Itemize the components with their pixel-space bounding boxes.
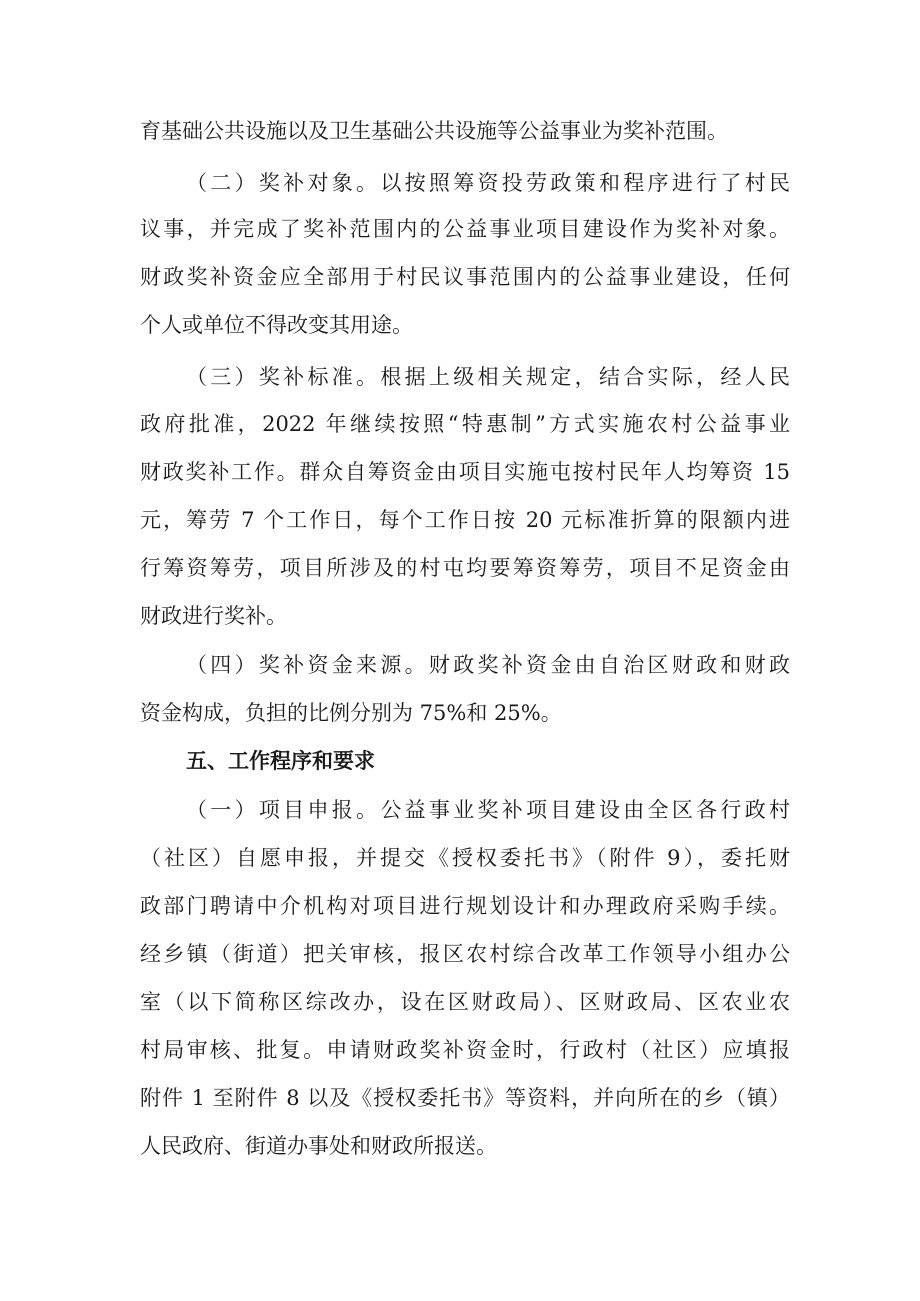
paragraph-line: 元，筹劳 7 个工作日，每个工作日按 20 元标准折算的限额内进: [140, 508, 790, 532]
paragraph-line: （一）项目申报。公益事业奖补项目建设由全区各行政村: [186, 798, 790, 822]
paragraph-line: （三）奖补标准。根据上级相关规定，结合实际，经人民: [186, 365, 790, 389]
paragraph-line: 附件 1 至附件 8 以及《授权委托书》等资料，并向所在的乡（镇）: [140, 1086, 790, 1110]
section-heading: 五、工作程序和要求: [186, 749, 375, 773]
paragraph-line: 财政进行奖补。: [140, 604, 287, 628]
paragraph-line: 资金构成，负担的比例分别为 75%和 25%。: [140, 701, 562, 725]
paragraph-line: （社区）自愿申报，并提交《授权委托书》（附件 9），委托财: [140, 846, 790, 870]
paragraph-line: 财政奖补资金应全部用于村民议事范围内的公益事业建设，任何: [140, 265, 790, 289]
paragraph-line: 村局审核、批复。申请财政奖补资金时，行政村（社区）应填报: [140, 1038, 790, 1062]
paragraph-line: 育基础公共设施以及卫生基础公共设施等公益事业为奖补范围。: [140, 119, 728, 143]
paragraph-line: 个人或单位不得改变其用途。: [140, 313, 413, 337]
paragraph-line: 经乡镇（街道）把关审核，报区农村综合改革工作领导小组办公: [140, 942, 790, 966]
paragraph-line: 行筹资筹劳，项目所涉及的村屯均要筹资筹劳，项目不足资金由: [140, 556, 790, 580]
paragraph-line: （二）奖补对象。以按照筹资投劳政策和程序进行了村民: [186, 171, 790, 195]
paragraph-line: （四）奖补资金来源。财政奖补资金由自治区财政和财政: [186, 653, 790, 677]
paragraph-line: 议事，并完成了奖补范围内的公益事业项目建设作为奖补对象。: [140, 217, 790, 241]
paragraph-line: 财政奖补工作。群众自筹资金由项目实施屯按村民年人均筹资 15: [140, 460, 790, 484]
paragraph-line: 人民政府、街道办事处和财政所报送。: [140, 1134, 497, 1158]
paragraph-line: 政府批准，2022 年继续按照“特惠制”方式实施农村公益事业: [140, 412, 790, 436]
paragraph-line: 室（以下简称区综改办，设在区财政局）、区财政局、区农业农: [140, 990, 790, 1014]
paragraph-line: 政部门聘请中介机构对项目进行规划设计和办理政府采购手续。: [140, 894, 790, 918]
